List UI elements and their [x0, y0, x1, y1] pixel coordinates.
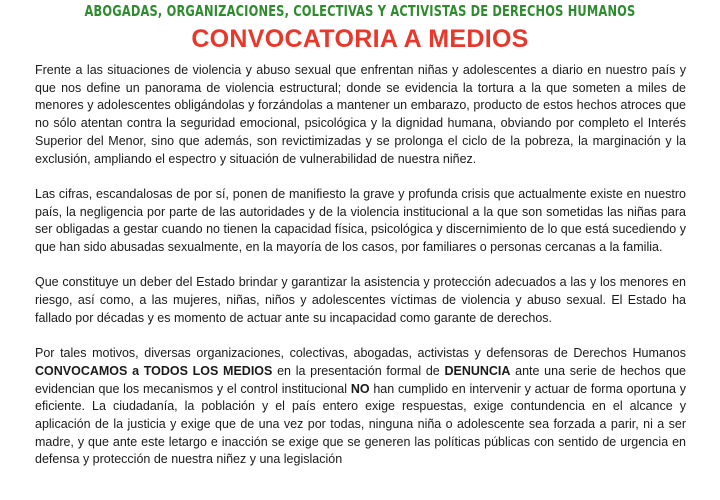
paragraph-2: Las cifras, escandalosas de por sí, ponen de manifiesto la grave y profunda crisis que actualmente existe en nuestro país, la negligencia por parte de las autoridades y de la violencia institucional a la que son sometidas las niñas para ser obligadas a gestar cuando no tienen la capacidad física, psicológica y discernimiento de lo que está sucediendo y que han sido abusadas sexualmente, en la mayoría de los casos, por familiares o personas cercanas a la familia. [35, 186, 686, 255]
paragraph-1: Frente a las situaciones de violencia y abuso sexual que enfrentan niñas y adolescentes a diario en nuestro país y que nos define un panorama de violencia estructural; donde se evidencia la tortura a la que someten a miles de menores y adolescentes obligándolas y forzándolas a mantener un embarazo, producto de estos hechos atroces que no sólo atentan contra la seguridad emocional, psicológica y la dignidad humana, obviando por completo el Interés Superior del Menor, sino que además, son revictimizadas y se prolonga el ciclo de la pobreza, la marginación y la exclusión, ampliando el espectro y situación de vulnerabilidad de nuestra niñez. [35, 63, 686, 166]
paragraph-4-part-e: ante una serie de hechos que evidencian que los mecanismos y el control institucional [35, 363, 687, 396]
no-emphasis: NO [350, 381, 370, 396]
organizations-subtitle: ABOGADAS, ORGANIZACIONES, COLECTIVAS Y ACTIVISTAS DE DERECHOS HUMANOS [84, 2, 636, 20]
paragraph-4-part-a: Por tales motivos, diversas organizaciones, colectivas, abogadas, activistas y defensoras de Derechos Humanos [35, 346, 686, 361]
document-body [35, 62, 686, 487]
denuncia-emphasis: DENUNCIA [444, 363, 511, 378]
paragraph-4 [35, 345, 686, 469]
paragraph-3: Que constituye un deber del Estado brindar y garantizar la asistencia y protección adecuados a las y los menores en riesgo, así como, a las mujeres, niñas, niños y adolescentes víctimas de violencia y abuso sexual. El Estado ha fallado por décadas y es momento de actuar ante su incapacidad como garante de derechos. [35, 275, 686, 325]
page-title: CONVOCATORIA A MEDIOS [191, 25, 529, 53]
paragraph-4-part-g: han cumplido en intervenir y actuar de forma oportuna y eficiente. La ciudadanía, la población y el país entero exige respuestas, exige contundencia en el alcance y aplicación de la justicia y exige que de una vez por todas, ninguna niña o adolescente sea forzada a parir, ni a ser madre, y que ante este letargo e inacción se exige que se generen las políticas públicas con sentido de urgencia en defensa y protección de nuestra niñez y una legislación [35, 381, 686, 467]
convocamos-emphasis: CONVOCAMOS a TODOS LOS MEDIOS [35, 363, 273, 378]
paragraph-4-part-c: en la presentación formal de [272, 363, 445, 378]
